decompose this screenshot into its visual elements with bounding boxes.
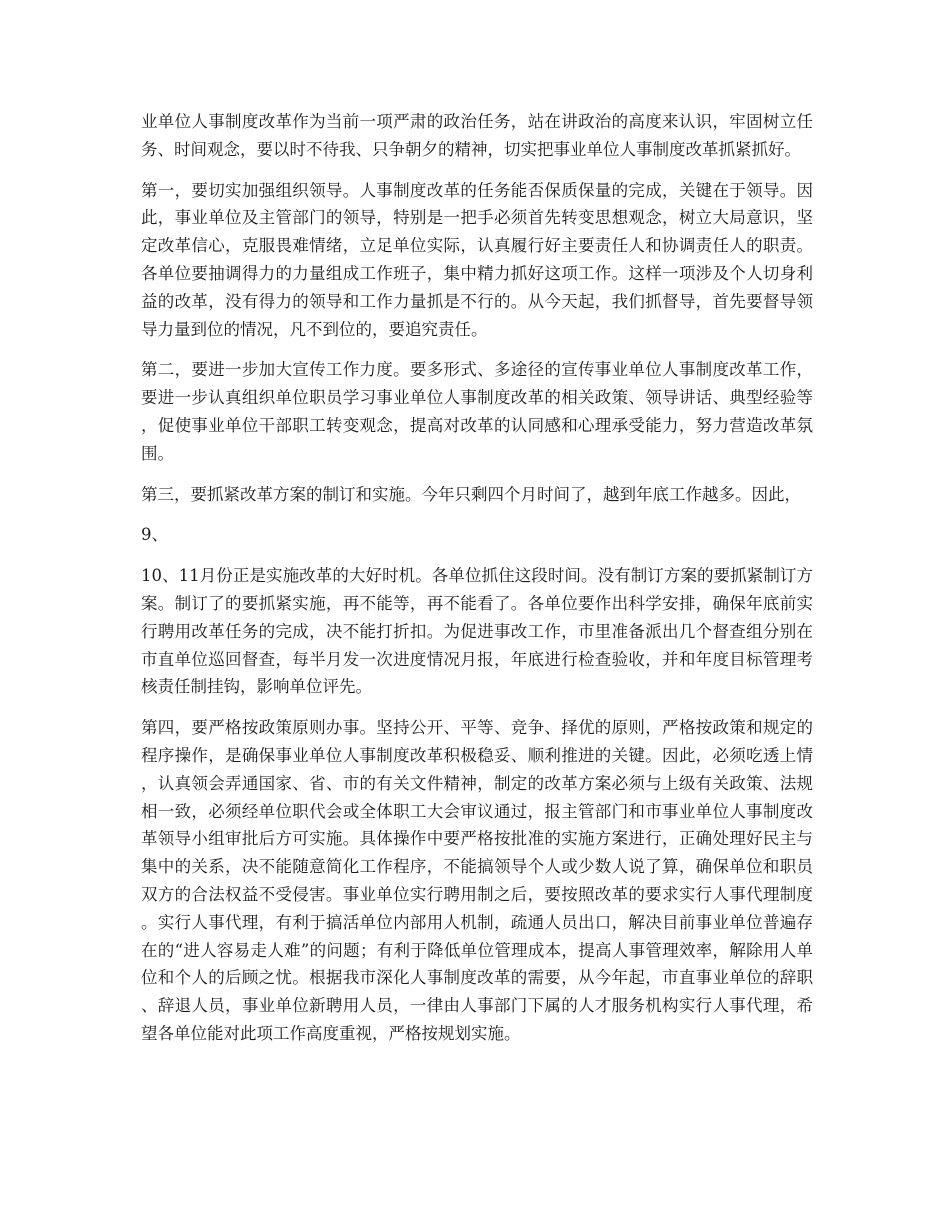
paragraph-point-one: 第一，要切实加强组织领导。人事制度改革的任务能否保质保量的完成，关键在于领导。因此，事业单位及主管部门的领导，特别是一把手必须首先转变思想观念，树立大局意识，坚定改革信心，克服畏难情绪，立足单位实际，认真履行好主要责任人和协调责任人的职责。各单位要抽调得力的力量组成工作班子，集中精力抓好这项工作。这样一项涉及个人切身利益的改革，没有得力的领导和工作力量抓是不行的。从今天起，我们抓督导，首先要督导领导力量到位的情况，凡不到位的，要追究责任。 <box>141 180 813 339</box>
paragraph-fragment-nine: 9、 <box>141 525 168 545</box>
paragraph-intro: 业单位人事制度改革作为当前一项严肃的政治任务，站在讲政治的高度来认识，牢固树立任务、时间观念，要以时不待我、只争朝夕的精神，切实把事业单位人事制度改革抓紧抓好。 <box>141 112 813 159</box>
paragraph-point-four: 第四，要严格按政策原则办事。坚持公开、平等、竞争、择优的原则，严格按政策和规定的程序操作，是确保事业单位人事制度改革积极稳妥、顺利推进的关键。因此，必须吃透上情，认真领会弄通国家、省、市的有关文件精神，制定的改革方案必须与上级有关政策、法规相一致，必须经单位职代会或全体职工大会审议通过，报主管部门和市事业单位人事制度改革领导小组审批后方可实施。具体操作中要严格按批准的实施方案进行，正确处理好民主与集中的关系，决不能随意简化工作程序，不能搞领导个人或少数人说了算，确保单位和职员双方的合法权益不受侵害。事业单位实行聘用制之后，要按照改革的要求实行人事代理制度。实行人事代理，有利于搞活单位内部用人机制，疏通人员出口，解决目前事业单位普遍存在的“进人容易走人难”的问题；有利于降低单位管理成本，提高人事管理效率，解除用人单位和个人的后顾之忧。根据我市深化人事制度改革的需要，从今年起，市直事业单位的辞职、辞退人员，事业单位新聘用人员，一律由人事部门下属的人才服务机构实行人事代理，希望各单位能对此项工作高度重视，严格按规划实施。 <box>141 718 813 1043</box>
document-body <box>141 108 813 1061</box>
paragraph-point-three: 第三，要抓紧改革方案的制订和实施。今年只剩四个月时间了，越到年底工作越多。因此， <box>141 484 801 504</box>
paragraph-point-two: 第二，要进一步加大宣传工作力度。要多形式、多途径的宣传事业单位人事制度改革工作，要进一步认真组织单位职员学习事业单位人事制度改革的相关政策、领导讲话、典型经验等，促使事业单位干部职工转变观念，提高对改革的认同感和心理承受能力，努力营造改革氛围。 <box>141 360 813 463</box>
paragraph-point-three-continued: 10、11月份正是实施改革的大好时机。各单位抓住这段时间。没有制订方案的要抓紧制订方案。制订了的要抓紧实施，再不能等，再不能看了。各单位要作出科学安排，确保年底前实行聘用改革任务的完成，决不能打折扣。为促进事改工作，市里准备派出几个督查组分别在市直单位巡回督查，每半月发一次进度情况月报，年底进行检查验收，并和年度目标管理考核责任制挂钩，影响单位评先。 <box>141 566 813 697</box>
